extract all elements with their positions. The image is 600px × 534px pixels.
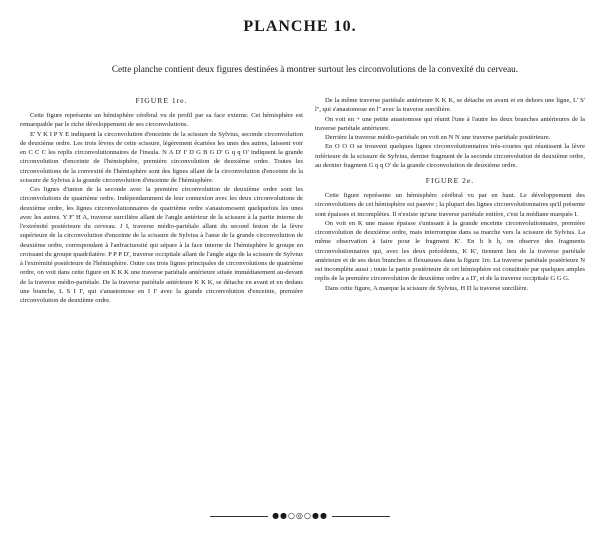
right-column	[315, 96, 585, 293]
figure-2-heading: FIGURE 2e.	[425, 176, 475, 185]
paragraph: Derrière la traverse médio-pariétale on voit en N N une traverse pariétale postérieure.	[325, 134, 551, 141]
paragraph: En O O O se trouvent quelques lignes circonvolutionnaires très-courtes qui réunissent la lèvre inférieure de la scissure de Sylvius, dernier fragment de la seconde circonvolution de deuxième ordre, au dernier fragment G q q O' de la grande circonvolution de deuxième ordre.	[315, 143, 585, 169]
paragraph: Cette figure représente un hémisphère cérébral vu par en haut. Le développement des circonvolutions de cet hémisphère est pauvre ; la plupart des lignes circonvolutionnaires qu'il présente sont épaisses et incomplètes. Il n'existe qu'une traverse pariétale entière, c'est la médiane marquée I.	[315, 192, 585, 218]
page-title: PLANCHE 10.	[243, 18, 357, 35]
paragraph: E' Y K I P Y E indiquent la circonvolution d'enceinte de la scissure de Sylvius, seconde circonvolution de deuxième ordre. Les trois lèvres de cette scissure, légèrement écartées les unes des autres, laissent voir en C C C les replis circonvolutionnaires de l'insula. N A D' I' D G B G D' G q q O' indiquent la grande circonvolution d'enceinte de l'hémisphère, première circonvolution de deuxième ordre. Toutes les circonvolutions de la convexité de l'hémisphère sont des lignes allant de la circonvolution d'enceinte de la scissure de Sylvius à la grande circonvolution d'enceinte de l'hémisphère.	[20, 130, 303, 184]
intro-text: Cette planche contient deux figures destinées à montrer surtout les circonvolutions de la convexité du cerveau.	[111, 64, 519, 74]
paragraph: On voit en K une masse épaisse s'unissant à la grande enceinte circonvolutionnaire, première circonvolution de deuxième ordre, mais interrompue dans sa marche vers la scissure de Sylvius. La même observation à faire pour le fragment K'. En h h h, on observe des fragments circonvolutionnaires qui, avec les deux précédents, K K', tiennent lieu de la traverse pariétale antérieure et de ses deux branches si flexueuses dans la figure 1re. La traverse pariétale postérieure N est incomplète aussi ; toute la partie postérieure de cet hémisphère est constituée par quelques amples replis de la première circonvolution de deuxième ordre a a D', et de la traverse occipitale G G G.	[315, 219, 585, 283]
paragraph: De la même traverse pariétale antérieure K K K, se détache en avant et en dehors une ligne, L' S' l'', qui s'anastomose en l'' avec la traverse surcilière.	[315, 97, 585, 114]
paragraph: On voit en + une petite anastomose qui réunit l'une à l'autre les deux branches antérieures de la traverse pariétale antérieure.	[315, 115, 585, 132]
paragraph: Cette figure représente un hémisphère cérébral vu de profil par sa face externe. Cet hémisphère est remarquable par le riche développement de ses circonvolutions.	[20, 112, 303, 129]
figure-1-heading: FIGURE 1re.	[135, 96, 188, 105]
paragraph: Dans cette figure, A marque la scissure de Sylvius, H D la traverse surcilière.	[325, 284, 529, 292]
left-column	[20, 96, 303, 305]
footer-ornament	[210, 512, 390, 520]
paragraph: Ces lignes d'union de la seconde avec la première circonvolution de deuxième ordre sont les circonvolutions de quatrième ordre. Indépendamment de leur connexion avec les deux circonvolutions de deuxième ordre, les lignes circonvolutionnaires de quatrième ordre s'anastomosent quelquefois les unes avec les autres. Y F' H A, traverse surcilière allant de l'angle antérieur de la scissure à la partie interne de l'extrémité postérieure du cerveau. J I, traverse médio-pariétale allant du second feston de la lèvre supérieure de la circonvolution d'enceinte de la scissure de Sylvius à l'anse de la grande circonvolution de deuxième ordre, correspondant à l'anfractuosité qui sépare à la face interne de l'hémisphère le groupe en croissant du groupe quadrilatère. P P P D', traverse occipitale allant de l'angle aigu de la scissure de Sylvius à l'extrémité postérieure de l'hémisphère. Outre ces trois lignes principales de circonvolutions de quatrième ordre, on voit dans cette figure en K K K une traverse pariétale antérieure située immédiatement au-devant de la traverse médio-pariétale. De la traverse pariétale antérieure K K K, se détache en avant et en dedans une branche, L S I I', qui s'anastomose en I I' avec la grande circonvolution d'enceinte, première circonvolution de deuxième ordre.	[20, 186, 303, 304]
ornament-line	[210, 516, 268, 517]
ornament-line	[332, 516, 390, 517]
ornament-glyphs: ●●○◎○●●	[272, 511, 328, 520]
